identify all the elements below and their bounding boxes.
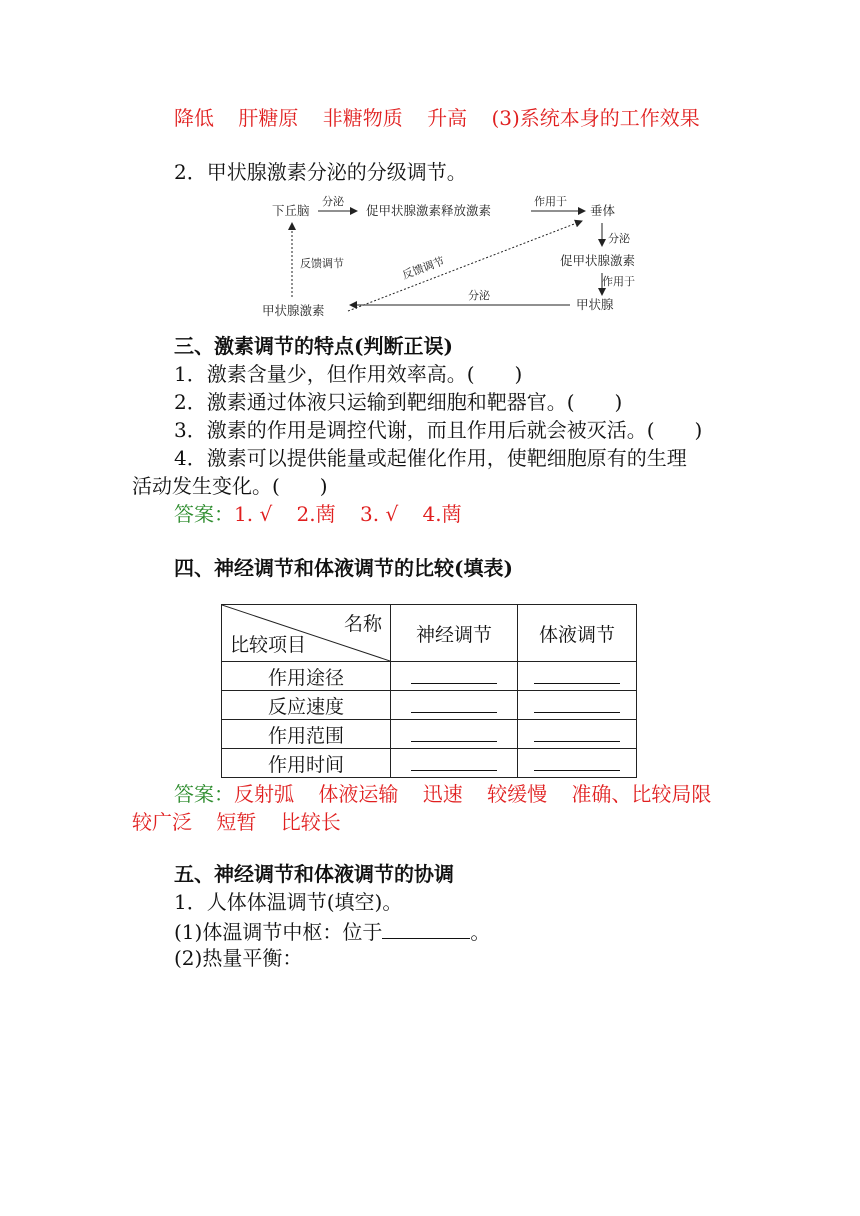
answer-item: 较广泛 (132, 810, 192, 834)
corner-top-label: 名称 (343, 613, 382, 635)
question-suffix: 。 (470, 920, 491, 944)
thyroid-regulation-diagram (258, 193, 650, 325)
row-label: 作用时间 (222, 749, 391, 778)
answer-label: 答案： (174, 782, 234, 806)
section-3-item-3: 3．激素的作用是调控代谢，而且作用后就会被灭活。( ) (174, 418, 703, 442)
trh-label: 促甲状腺激素释放激素 (366, 203, 492, 218)
section-3-title: 三、激素调节的特点(判断正误) (174, 334, 453, 358)
feedback-diagonal-label: 反馈调节 (400, 254, 447, 282)
feedback-left-label: 反馈调节 (300, 257, 344, 270)
answer-label: 答案： (174, 502, 234, 526)
section-5-question-1: 1．人体体温调节(填空)。 (174, 890, 403, 914)
secrete-label-1: 分泌 (322, 195, 344, 208)
blank-cell[interactable] (518, 691, 637, 720)
table-row (222, 749, 637, 778)
table-header-humoral: 体液调节 (518, 605, 637, 662)
row-label: 作用途径 (222, 662, 391, 691)
answer-item: 准确、比较局限 (571, 782, 712, 806)
section-5-title: 五、神经调节和体液调节的协调 (174, 862, 454, 886)
table-row (222, 720, 637, 749)
question-prefix: (1)体温调节中枢：位于 (174, 920, 383, 944)
answer-item: 1. √ (234, 502, 273, 526)
corner-bottom-label: 比较项目 (230, 634, 307, 656)
answer-item: 3. √ (360, 502, 399, 526)
table-row (222, 662, 637, 691)
blank-cell[interactable] (518, 720, 637, 749)
thyroid-label: 甲状腺 (576, 297, 614, 312)
answer-item: 体液运输 (318, 782, 399, 806)
section-4-answer-line-2 (132, 808, 341, 836)
answer-item: 2.菵 (296, 502, 336, 526)
section-4-title: 四、神经调节和体液调节的比较(填表) (174, 556, 513, 580)
blank-cell[interactable] (391, 749, 518, 778)
section-3-item-4: 4．激素可以提供能量或起催化作用，使靶细胞原有的生理 (174, 446, 687, 470)
section-3-answer (174, 500, 462, 528)
answer-item: 短暂 (216, 810, 257, 834)
section-3-item-2: 2．激素通过体液只运输到靶细胞和靶器官。( ) (174, 390, 623, 414)
answer-blank[interactable] (382, 916, 470, 939)
secrete-label-3: 分泌 (468, 289, 490, 302)
answer-item: 较缓慢 (487, 782, 548, 806)
section-5-question-1-1 (174, 916, 490, 946)
comparison-table (221, 604, 637, 778)
table-corner-cell (222, 605, 391, 662)
blank-cell[interactable] (518, 749, 637, 778)
section-3-item-4-cont: 活动发生变化。( ) (132, 474, 328, 498)
acts-on-label-1: 作用于 (534, 195, 567, 208)
question-2-title: 2．甲状腺激素分泌的分级调节。 (174, 160, 467, 184)
section-4-answer-line-1 (174, 780, 711, 808)
blank-cell[interactable] (518, 662, 637, 691)
answer-item: 非糖物质 (322, 106, 403, 130)
answer-item: (3)系统本身的工作效果 (491, 106, 700, 130)
hypothalamus-label: 下丘脑 (272, 203, 310, 218)
row-label: 反应速度 (222, 691, 391, 720)
table-row (222, 691, 637, 720)
answer-item: 肝糖原 (238, 106, 299, 130)
answer-item: 反射弧 (234, 782, 294, 806)
answer-item: 比较长 (280, 810, 341, 834)
blank-cell[interactable] (391, 691, 518, 720)
section-5-question-1-2: (2)热量平衡： (174, 946, 303, 970)
table-header-neural: 神经调节 (391, 605, 518, 662)
answer-item: 降低 (174, 106, 214, 130)
secrete-label-2: 分泌 (608, 232, 630, 245)
answer-item: 4.菵 (422, 502, 462, 526)
thyroid-hormone-label: 甲状腺激素 (262, 303, 325, 318)
pituitary-label: 垂体 (590, 203, 616, 218)
acts-on-label-2: 作用于 (602, 275, 635, 288)
blank-cell[interactable] (391, 662, 518, 691)
answer-item: 迅速 (422, 782, 463, 806)
top-answer-line (174, 104, 700, 132)
arrow-feedback-diagonal (348, 221, 582, 311)
row-label: 作用范围 (222, 720, 391, 749)
blank-cell[interactable] (391, 720, 518, 749)
answer-item: 升高 (427, 106, 468, 130)
table-header-row (222, 605, 637, 662)
section-3-item-1: 1．激素含量少，但作用效率高。( ) (174, 362, 523, 386)
tsh-label: 促甲状腺激素 (560, 253, 636, 268)
